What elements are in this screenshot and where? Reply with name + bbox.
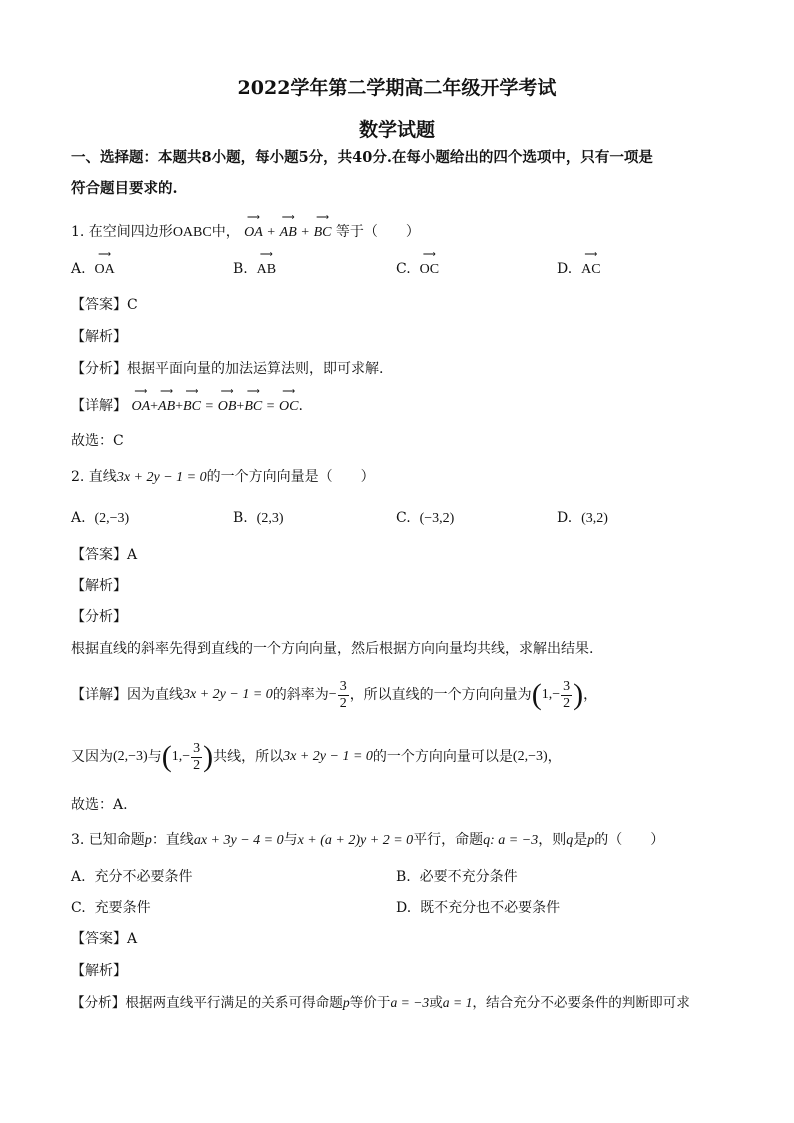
q3-option-c[interactable]: C. 充要条件 [71,900,151,916]
q3-answer: 【答案】A [71,931,138,947]
q3-option-a[interactable]: A. 充分不必要条件 [71,869,193,885]
q2-detail-1: 【详解】因为直线3x + 2y − 1 = 0的斜率为− $\frac{3}{2}$ ，所以直线的一个方向向量为(1,− $\frac{3}{2}$ )， [71,678,598,711]
q1-analysis-label: 【解析】 [71,329,127,345]
q2-option-c[interactable]: C. (−3,2) [396,510,455,526]
section-heading-line2: 符合题目要求的. [71,180,178,197]
q2-line-eq: 3x + 2y − 1 = 0 [116,470,207,485]
q3-analysis-label: 【解析】 [71,963,127,979]
q2-option-b[interactable]: B. (2,3) [233,510,284,526]
q2-answer: 【答案】A [71,547,138,563]
q1-option-c[interactable]: C. ⟶ OC [396,259,439,280]
q2-pick: 故选：A. [71,797,128,813]
q1-stem: 1. 在空间四边形OABC中， ⟶ OA + ⟶ AB + ⟶ BC 等于（ ） [71,222,420,243]
q2-option-a[interactable]: A. (2,−3) [71,510,130,526]
q1-quad: OABC [172,225,212,240]
q2-analysis-label: 【解析】 [71,578,127,594]
q2-fenxi-label: 【分析】 [71,609,127,625]
q1-pick: 故选：C [71,433,124,449]
section-heading-line1: 一、选择题：本题共8小题，每小题5分，共40分.在每小题给出的四个选项中，只有一项是 [71,149,653,166]
q2-fenxi-text: 根据直线的斜率先得到直线的一个方向向量，然后根据方向向量均共线，求解出结果. [71,641,594,657]
q1-vec-bc: ⟶ BC [314,223,332,243]
exam-subtitle: 数学试题 [358,119,435,141]
q1-detail: 【详解】 ⟶ OA+⟶ AB+⟶ BC = ⟶ OB+⟶ BC = ⟶ OC. [71,396,303,417]
q2-detail-2: 又因为(2,−3)与(1,− $\frac{3}{2}$ )共线，所以3x + 2y − 1 = 0的一个方向向量可以是(2,−3)， [71,740,562,773]
q3-option-b[interactable]: B. 必要不充分条件 [396,869,518,885]
q1-option-a[interactable]: A. ⟶ OA [71,259,115,280]
q2-stem: 2. 直线3x + 2y − 1 = 0的一个方向向量是（ ） [71,469,375,485]
exam-title: 2022学年第二学期高二年级开学考试 [237,77,557,99]
q1-vec-ab: ⟶ AB [280,223,297,243]
q1-option-b[interactable]: B. ⟶ AB [233,259,276,280]
q1-answer: 【答案】C [71,297,138,313]
q1-option-d[interactable]: D. ⟶ AC [557,259,601,280]
q2-option-d[interactable]: D. (3,2) [557,510,608,526]
q1-fenxi: 【分析】根据平面向量的加法运算法则，即可求解. [71,361,384,377]
q3-option-d[interactable]: D. 既不充分也不必要条件 [396,900,561,916]
q2-slope-fraction: $\frac{3}{2}$ [339,678,347,711]
q1-vec-oa: ⟶ OA [244,223,263,243]
q3-stem: 3. 已知命题p：直线ax + 3y − 4 = 0与x + (a + 2)y + 2 = 0平行，命题q: a = −3，则q是p的（ ） [71,832,665,848]
q3-fenxi: 【分析】根据两直线平行满足的关系可得命题p等价于a = −3或a = 1，结合充分不必要条件的判断即可求 [71,995,690,1011]
